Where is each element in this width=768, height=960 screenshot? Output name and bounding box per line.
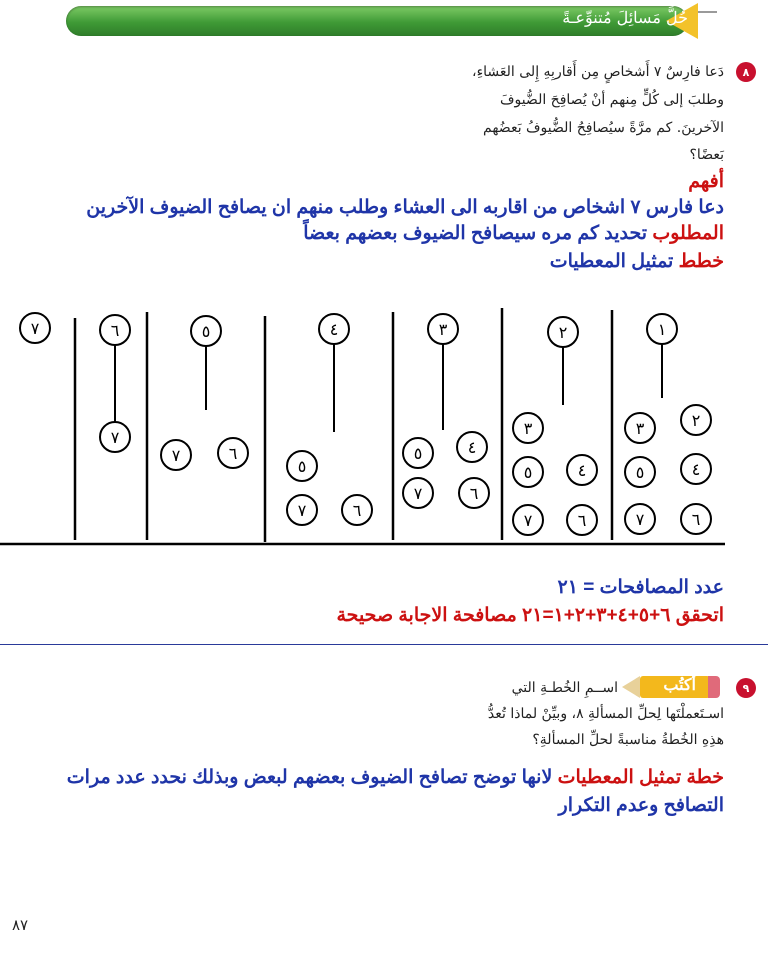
question-line-1: دَعا فارِسٌ ٧ أَشخاصٍ مِن أَقاربِهِ إِلى العَشاءِ، xyxy=(472,64,724,80)
handshake-diagram xyxy=(0,300,768,550)
guest-number: ٤ xyxy=(691,460,701,479)
guest-number: ٣ xyxy=(523,419,533,438)
required-text: تحديد كم مره سيصافح الضيوف بعضهم بعضاً xyxy=(303,223,648,244)
guest-number: ٤ xyxy=(577,461,587,480)
guest-number: ٦ xyxy=(469,484,479,503)
question-number-badge: ٨ xyxy=(736,62,756,82)
guest-number: ٦ xyxy=(577,511,587,530)
guest-number: ٥ xyxy=(635,463,645,482)
guest-number: ٢ xyxy=(558,323,568,342)
guest-number: ٥ xyxy=(523,463,533,482)
group-4 xyxy=(287,314,372,525)
plan-text: تمثيل المعطيات xyxy=(549,251,674,272)
required-label: المطلوب xyxy=(652,223,724,244)
question-line-1: اســمِ الخُطـةِ التي xyxy=(511,680,618,696)
question-line-2: اسـتَعملْتَها لِحلِّ المسألةِ ٨، وبيِّنْ لماذا تُعدُّ xyxy=(487,706,724,722)
write-label: أكتُب xyxy=(663,675,696,694)
q9-answer-row xyxy=(67,766,724,789)
guest-number: ٧ xyxy=(110,428,120,447)
question-line-4: بَعضًا؟ xyxy=(689,147,724,163)
required-row xyxy=(303,222,724,245)
plan-label: خطط xyxy=(678,251,724,272)
guest-number: ٥ xyxy=(201,322,211,341)
group-1 xyxy=(625,314,711,534)
understand-label: أفهم xyxy=(688,171,724,192)
guest-number: ٧ xyxy=(297,501,307,520)
guest-number: ٦ xyxy=(352,501,362,520)
q9-answer-label: خطة تمثيل المعطيات xyxy=(557,767,724,788)
plan-row xyxy=(550,250,724,273)
guest-number: ٦ xyxy=(691,510,701,529)
guest-number: ٣ xyxy=(635,419,645,438)
guest-number: ٧ xyxy=(635,510,645,529)
question-line-3: هذِهِ الخُطةُ مناسبةً لحلِّ المسألةِ؟ xyxy=(532,732,724,748)
question-line-3: الآخرينَ. كم مرَّةً سيُصافِحُ الضُّيوفُ بَعضُهم xyxy=(483,120,724,136)
guest-number: ٧ xyxy=(523,511,533,530)
banner-rule xyxy=(697,11,717,33)
group-6 xyxy=(100,315,130,452)
guest-number: ٧ xyxy=(30,319,40,338)
guest-number: ٣ xyxy=(438,320,448,339)
pencil-icon xyxy=(622,676,640,698)
guest-number: ٦ xyxy=(110,321,120,340)
question-line-2: وطلبَ إلى كُلٍّ مِنهم أنْ يُصافِحَ الضُّيوفَ xyxy=(499,92,724,108)
q9-answer-text-2: التصافح وعدم التكرار xyxy=(558,795,724,816)
handshake-count: عدد المصافحات = ٢١ xyxy=(557,577,724,598)
guest-number: ٧ xyxy=(171,446,181,465)
q9-answer-text: لانها توضح تصافح الضيوف بعضهم لبعض وبذلك نحدد عدد مرات xyxy=(66,767,553,788)
guest-number: ٤ xyxy=(329,320,339,339)
guest-number: ٥ xyxy=(413,444,423,463)
group-2 xyxy=(513,317,597,535)
check-text: اتحقق ٦+٥+٤+٣+٢+١=٢١ مصافحة الاجابة صحيحة xyxy=(336,605,724,626)
understand-text: دعا فارس ٧ اشخاص من اقاربه الى العشاء وطلب منهم ان يصافح الضيوف الآخرين xyxy=(86,197,724,218)
pencil-eraser xyxy=(708,676,720,698)
guest-number: ٢ xyxy=(691,411,701,430)
group-7 xyxy=(20,313,50,343)
guest-number: ٥ xyxy=(297,457,307,476)
guest-number: ٤ xyxy=(467,438,477,457)
question-number-badge: ٩ xyxy=(736,678,756,698)
guest-number: ٦ xyxy=(228,444,238,463)
group-3 xyxy=(403,314,489,508)
group-5 xyxy=(161,316,248,470)
page-number: ٨٧ xyxy=(12,916,29,934)
guest-number: ١ xyxy=(657,320,667,339)
section-divider xyxy=(0,644,768,645)
section-title: حُلَّ مَسائِلَ مُتنوِّعـةً xyxy=(562,8,688,27)
guest-number: ٧ xyxy=(413,484,423,503)
